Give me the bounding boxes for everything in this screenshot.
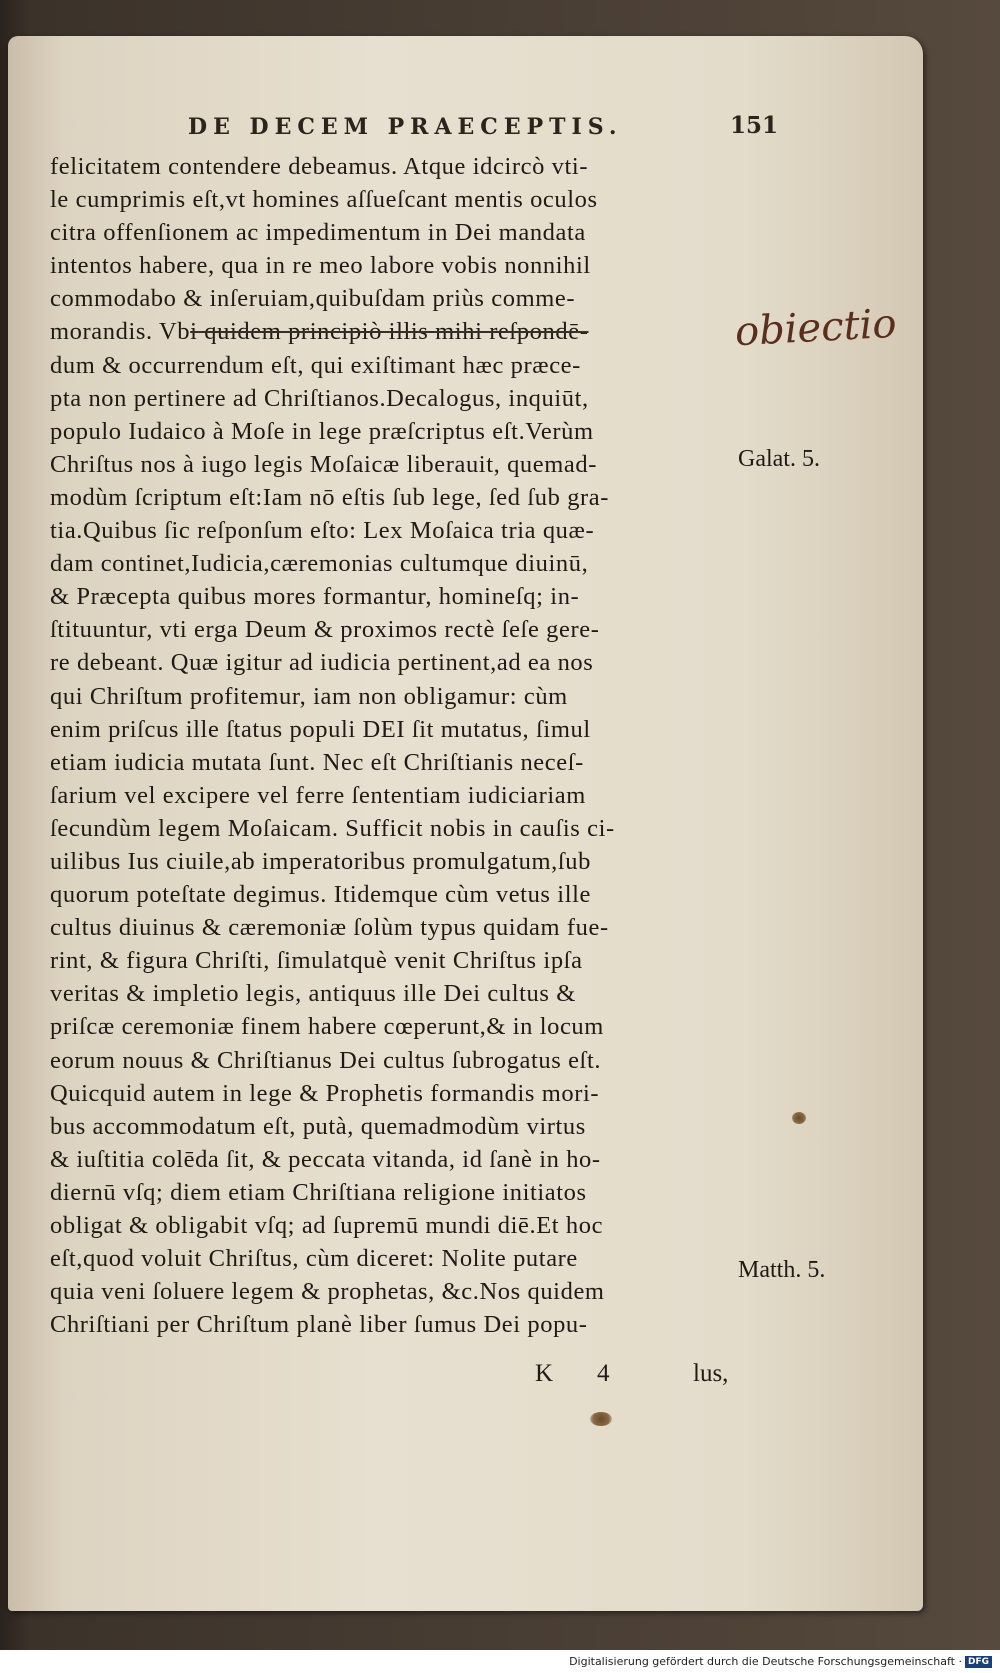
text-line: ſarium vel excipere vel ferre ſententiam iudiciariam — [50, 781, 586, 809]
text-line: & Præcepta quibus mores formantur, homineſq; in- — [50, 583, 580, 611]
text-line: enim priſcus ille ſtatus populi DEI ſit mutatus, ſimul — [50, 715, 591, 743]
text-line: cultus diuinus & cæremoniæ ſolùm typus quidam fue- — [50, 914, 609, 942]
text-line: dam continet,Iudicia,cæremonias cultumque diuinū, — [50, 550, 589, 578]
text-line: ſtituuntur, vti erga Deum & proximos rectè ſeſe gere- — [50, 616, 600, 644]
footer-text: Digitalisierung gefördert durch die Deutsche Forschungsgemeinschaft · — [569, 1655, 962, 1668]
struck-text: i quidem principiò illis mihi reſpondē- — [190, 318, 589, 346]
text-line — [50, 315, 740, 348]
text-line: citra offenſionem ac impedimentum in Dei mandata — [50, 219, 586, 247]
text-line-prefix: morandis. Vb — [50, 318, 191, 346]
margin-note-matth: Matth. 5. — [738, 1257, 826, 1283]
text-line: commodabo & inſeruiam,quibuſdam priùs comme- — [50, 285, 576, 313]
text-line: & iuſtitia colēda ſit, & peccata vitanda, id ſanè in ho- — [50, 1145, 601, 1173]
signature-number: 4 — [597, 1360, 610, 1387]
body-text — [50, 150, 740, 1341]
text-line: eorum nouus & Chriſtianus Dei cultus ſubrogatus eſt. — [50, 1046, 602, 1074]
text-line: ſecundùm legem Moſaicam. Sufficit nobis in cauſis ci- — [50, 814, 615, 842]
handwritten-note: obiectio — [733, 300, 898, 356]
catchword: lus, — [693, 1360, 729, 1387]
text-line: Chriſtiani per Chriſtum planè liber ſumus Dei popu- — [50, 1311, 588, 1339]
running-header: DE DECEM PRAECEPTIS. — [188, 114, 623, 140]
signature-mark: K — [535, 1360, 554, 1387]
text-line: priſcæ ceremoniæ finem habere cœperunt,& in locum — [50, 1013, 604, 1041]
text-line: obligat & obligabit vſq; ad ſupremū mundi diē.Et hoc — [50, 1212, 604, 1239]
text-line: pta non pertinere ad Chriſtianos.Decalogus, inquiūt, — [50, 384, 589, 412]
text-line: modùm ſcriptum eſt:Iam nō eſtis ſub lege, ſed ſub gra- — [50, 483, 610, 511]
text-line: populo Iudaico à Moſe in lege præſcriptus eſt.Verùm — [50, 417, 594, 445]
text-line: rint, & figura Chriſti, ſimulatquè venit Chriſtus ipſa — [50, 947, 583, 975]
text-line: qui Chriſtum profitemur, iam non obligamur: cùm — [50, 682, 568, 710]
folio-number: 151 — [730, 112, 779, 139]
text-line: tia.Quibus ſic reſponſum eſto: Lex Moſaica tria quæ- — [50, 517, 595, 545]
text-line: uilibus Ius ciuile,ab imperatoribus promulgatum,ſub — [50, 847, 591, 875]
text-line: le cumprimis eſt,vt homines aſſueſcant mentis oculos — [50, 186, 598, 214]
text-line: quorum poteſtate degimus. Itidemque cùm vetus ille — [50, 881, 591, 909]
margin-note-galat: Galat. 5. — [738, 446, 820, 472]
text-line: Chriſtus nos à iugo legis Moſaicæ liberauit, quemad- — [50, 450, 597, 478]
text-line: diernū vſq; diem etiam Chriſtiana religione initiatos — [50, 1178, 587, 1206]
text-line: Quicquid autem in lege & Prophetis formandis mori- — [50, 1079, 600, 1107]
ink-spot — [590, 1412, 612, 1426]
text-line: dum & occurrendum eſt, qui exiſtimant hæc præce- — [50, 351, 581, 379]
text-line: quia veni ſoluere legem & prophetas, &c.Nos quidem — [50, 1278, 605, 1306]
text-line: intentos habere, qua in re meo labore vobis nonnihil — [50, 252, 591, 280]
dfg-logo: DFG — [965, 1656, 992, 1668]
signature-line — [535, 1360, 775, 1396]
text-line: felicitatem contendere debeamus. Atque idcircò vti- — [50, 153, 589, 180]
footer — [0, 1650, 1000, 1673]
text-line: eſt,quod voluit Chriſtus, cùm diceret: Nolite putare — [50, 1245, 578, 1273]
text-line: veritas & impletio legis, antiquus ille Dei cultus & — [50, 980, 576, 1008]
text-line: re debeant. Quæ igitur ad iudicia pertinent,ad ea nos — [50, 649, 594, 677]
ink-spot — [792, 1112, 806, 1124]
text-line: bus accommodatum eſt, putà, quemadmodùm virtus — [50, 1112, 586, 1140]
text-line: etiam iudicia mutata ſunt. Nec eſt Chriſtianis neceſ- — [50, 748, 584, 776]
